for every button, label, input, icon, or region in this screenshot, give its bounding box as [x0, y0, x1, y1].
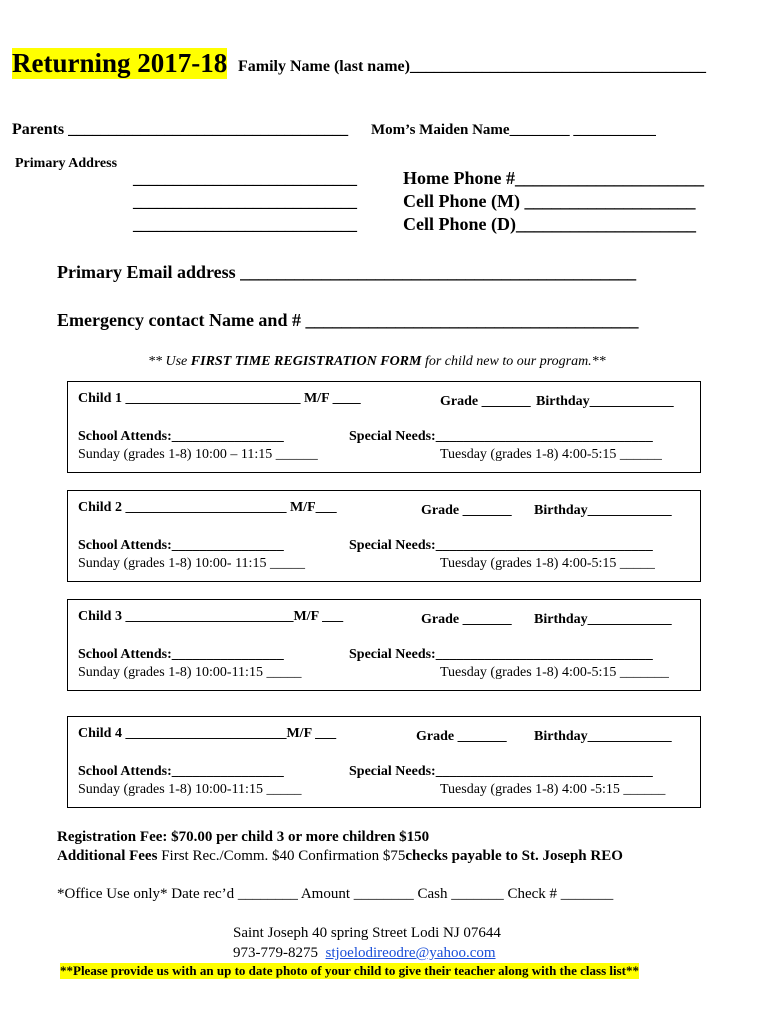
footer-address: Saint Joseph 40 spring Street Lodi NJ 07644	[233, 925, 501, 941]
home-phone-field[interactable]: Home Phone #_____________________	[403, 168, 704, 188]
note-suffix: for child new to our program.**	[421, 354, 606, 369]
family-name-field[interactable]: Family Name (last name)_____________________________________	[238, 58, 706, 75]
child-4-grade-field[interactable]: Grade _______	[416, 729, 507, 744]
child-1-special-needs-field[interactable]: Special Needs:_______________________________	[349, 429, 653, 444]
primary-address-label: Primary Address	[15, 156, 118, 171]
note-prefix: ** Use	[148, 354, 191, 369]
child-2-name-field[interactable]: Child 2 _______________________ M/F___	[78, 500, 337, 515]
child-4-tuesday-field[interactable]: Tuesday (grades 1-8) 4:00 -5:15 ______	[440, 782, 666, 797]
additional-fees-text: First Rec./Comm. $40 Confirmation $75	[157, 848, 406, 864]
child-3-birthday-field[interactable]: Birthday____________	[534, 612, 672, 627]
first-time-note	[148, 354, 606, 370]
child-4-special-needs-field[interactable]: Special Needs:_______________________________	[349, 764, 653, 779]
child-1-name-field[interactable]: Child 1 _________________________ M/F ____	[78, 391, 361, 406]
child-1-school-field[interactable]: School Attends:________________	[78, 429, 284, 444]
child-1-sunday-field[interactable]: Sunday (grades 1-8) 10:00 – 11:15 ______	[78, 447, 318, 462]
child-4-school-field[interactable]: School Attends:________________	[78, 764, 284, 779]
child-3-school-field[interactable]: School Attends:________________	[78, 647, 284, 662]
child-2-grade-field[interactable]: Grade _______	[421, 503, 512, 518]
maiden-name-field[interactable]: Mom’s Maiden Name________ ___________	[371, 122, 656, 138]
footer-phone: 973-779-8275	[233, 945, 318, 961]
cell-phone-m-field[interactable]: Cell Phone (M) ___________________	[403, 191, 696, 211]
address-line-1[interactable]: ____________________________	[133, 171, 357, 188]
footer-contact	[233, 945, 496, 962]
child-1-box	[67, 381, 701, 473]
child-2-special-needs-field[interactable]: Special Needs:_______________________________	[349, 538, 653, 553]
child-4-box	[67, 716, 701, 808]
child-2-box	[67, 490, 701, 582]
child-3-special-needs-field[interactable]: Special Needs:_______________________________	[349, 647, 653, 662]
child-1-grade-field[interactable]: Grade _______	[440, 394, 531, 409]
additional-fees	[57, 848, 623, 865]
child-4-sunday-field[interactable]: Sunday (grades 1-8) 10:00-11:15 _____	[78, 782, 302, 797]
child-2-sunday-field[interactable]: Sunday (grades 1-8) 10:00- 11:15 _____	[78, 556, 305, 571]
cell-phone-d-field[interactable]: Cell Phone (D)____________________	[403, 214, 696, 234]
returning-title: Returning 2017-18	[12, 48, 228, 78]
child-3-grade-field[interactable]: Grade _______	[421, 612, 512, 627]
child-4-name-field[interactable]: Child 4 _______________________M/F ___	[78, 726, 337, 741]
child-2-tuesday-field[interactable]: Tuesday (grades 1-8) 4:00-5:15 _____	[440, 556, 655, 571]
footer-email-link[interactable]: stjoelodireodre@yahoo.com	[325, 945, 496, 961]
parents-field[interactable]: Parents ___________________________________	[12, 121, 349, 138]
child-3-name-field[interactable]: Child 3 ________________________M/F ___	[78, 609, 344, 624]
child-1-tuesday-field[interactable]: Tuesday (grades 1-8) 4:00-5:15 ______	[440, 447, 662, 462]
note-bold: FIRST TIME REGISTRATION FORM	[190, 354, 422, 369]
child-3-box	[67, 599, 701, 691]
child-3-sunday-field[interactable]: Sunday (grades 1-8) 10:00-11:15 _____	[78, 665, 302, 680]
emergency-contact-field[interactable]: Emergency contact Name and # _____________________________________	[57, 310, 639, 330]
email-field[interactable]: Primary Email address ____________________________________________	[57, 262, 637, 282]
address-line-2[interactable]: ____________________________	[133, 194, 357, 211]
additional-fees-label: Additional Fees	[57, 848, 158, 864]
registration-fee: Registration Fee: $70.00 per child 3 or more children $150	[57, 829, 430, 845]
child-4-birthday-field[interactable]: Birthday____________	[534, 729, 672, 744]
photo-note: **Please provide us with an up to date photo of your child to give their teacher along with the class list**	[60, 963, 639, 978]
child-1-birthday-field[interactable]: Birthday____________	[536, 394, 674, 409]
child-2-school-field[interactable]: School Attends:________________	[78, 538, 284, 553]
child-3-tuesday-field[interactable]: Tuesday (grades 1-8) 4:00-5:15 _______	[440, 665, 669, 680]
address-line-3[interactable]: ____________________________	[133, 217, 357, 234]
checks-payable: checks payable to St. Joseph REO	[405, 848, 623, 864]
office-use-line: *Office Use only* Date rec’d ________ Amount ________ Cash _______ Check # _______	[57, 886, 614, 902]
child-2-birthday-field[interactable]: Birthday____________	[534, 503, 672, 518]
